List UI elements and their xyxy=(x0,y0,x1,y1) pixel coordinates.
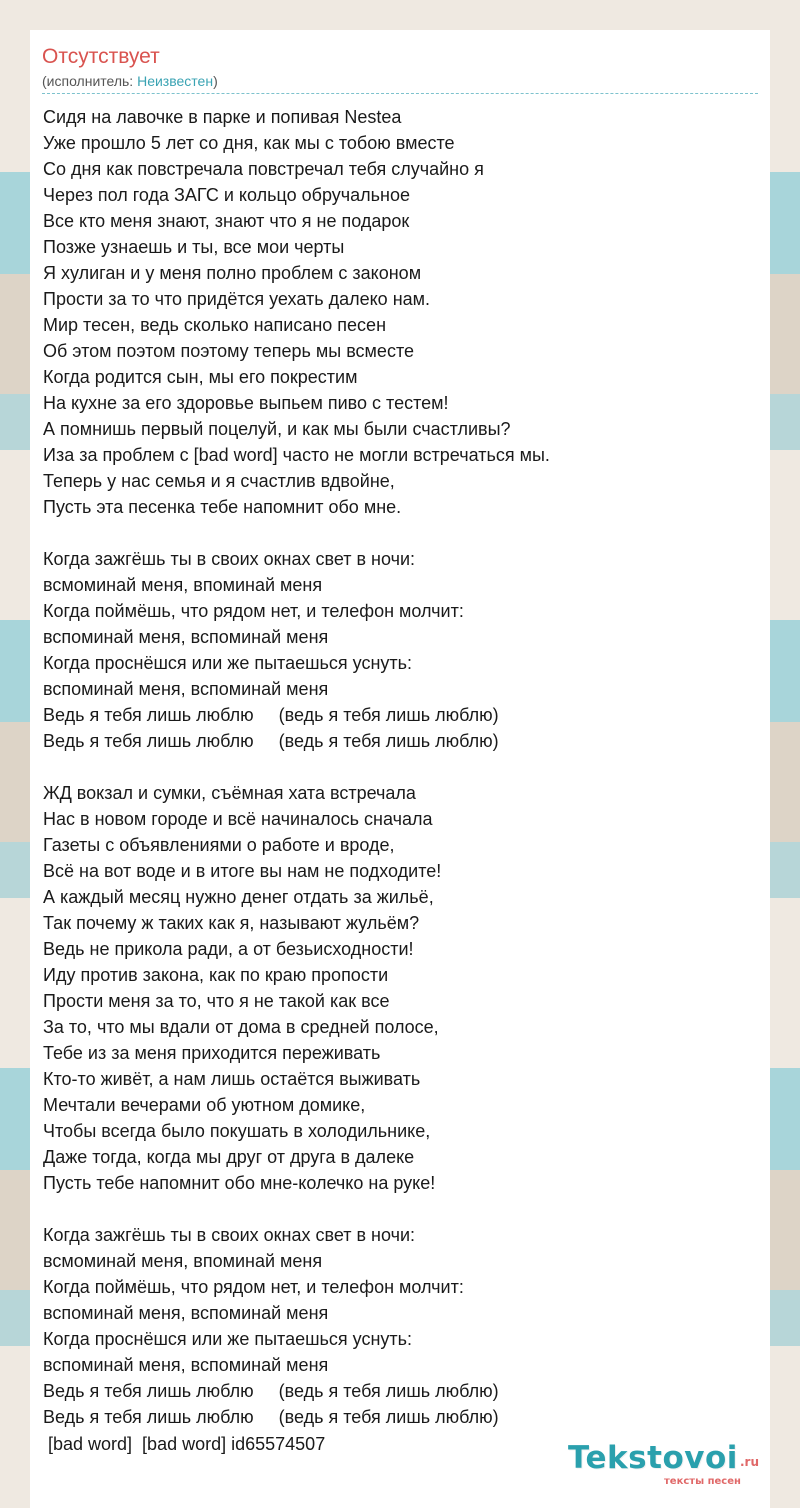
lyric-line: Со дня как повстречала повстречал тебя случайно я xyxy=(43,159,484,179)
lyric-line: Тебе из за меня приходится переживать xyxy=(43,1043,381,1063)
lyric-line: Теперь у нас семья и я счастлив вдвойне, xyxy=(43,471,395,491)
lyric-line: Я хулиган и у меня полно проблем с законом xyxy=(43,263,422,283)
lyric-line: Ведь я тебя лишь люблю (ведь я тебя лишь люблю) xyxy=(43,1381,499,1401)
performer-suffix: ) xyxy=(213,73,218,89)
lyric-line: вспоминай меня, вспоминай меня xyxy=(43,627,329,647)
artist-link[interactable]: Неизвестен xyxy=(137,73,214,89)
lyric-line: Так почему ж таких как я, называют жульём? xyxy=(43,913,420,933)
lyrics-text xyxy=(43,104,758,1430)
site-logo[interactable] xyxy=(568,1440,778,1490)
stanza-gap xyxy=(43,520,758,546)
lyric-line: Все кто меня знают, знают что я не подарок xyxy=(43,211,410,231)
lyric-line: вспоминай меня, вспоминай меня xyxy=(43,1355,329,1375)
stanza-gap xyxy=(43,754,758,780)
lyric-line: Прости меня за то, что я не такой как все xyxy=(43,991,390,1011)
lyric-line: На кухне за его здоровье выпьем пиво с тестем! xyxy=(43,393,449,413)
lyric-line: Иду против закона, как по краю пропости xyxy=(43,965,389,985)
logo-tld: .ru xyxy=(740,1455,760,1469)
lyric-line: А каждый месяц нужно денег отдать за жильё, xyxy=(43,887,434,907)
lyric-line: Ведь не прикола ради, а от безьисходности! xyxy=(43,939,414,959)
lyric-line: Сидя на лавочке в парке и попивая Nestea xyxy=(43,107,402,127)
lyric-line: ЖД вокзал и сумки, съёмная хата встречала xyxy=(43,783,416,803)
lyric-line: Мечтали вечерами об уютном домике, xyxy=(43,1095,366,1115)
logo-subtitle: тексты песен xyxy=(664,1476,741,1487)
footer-tags: [bad word] [bad word] id65574507 xyxy=(48,1434,326,1454)
lyric-line: Когда зажгёшь ты в своих окнах свет в ночи: xyxy=(43,549,416,569)
lyric-line: всмоминай меня, впоминай меня xyxy=(43,575,323,595)
lyric-line: Всё на вот воде и в итоге вы нам не подходите! xyxy=(43,861,442,881)
performer-prefix: (исполнитель: xyxy=(42,73,138,89)
lyric-line: Пусть тебе напомнит обо мне-колечко на руке! xyxy=(43,1173,436,1193)
lyric-line: Чтобы всегда было покушать в холодильнике, xyxy=(43,1121,431,1141)
lyric-line: Ведь я тебя лишь люблю (ведь я тебя лишь люблю) xyxy=(43,1407,499,1427)
lyric-line: Даже тогда, когда мы друг от друга в далеке xyxy=(43,1147,415,1167)
lyric-line: Когда проснёшся или же пытаешься уснуть: xyxy=(43,653,413,673)
lyric-line: Когда зажгёшь ты в своих окнах свет в ночи: xyxy=(43,1225,416,1245)
lyric-line: Мир тесен, ведь сколько написано песен xyxy=(43,315,387,335)
lyric-line: Прости за то что придётся уехать далеко нам. xyxy=(43,289,431,309)
lyric-line: Пусть эта песенка тебе напомнит обо мне. xyxy=(43,497,402,517)
logo-wordmark: Tekstovoi xyxy=(568,1440,738,1476)
lyric-line: вспоминай меня, вспоминай меня xyxy=(43,679,329,699)
lyric-line: Ведь я тебя лишь люблю (ведь я тебя лишь люблю) xyxy=(43,705,499,725)
lyric-line: А помнишь первый поцелуй, и как мы были счастливы? xyxy=(43,419,511,439)
lyric-line: Когда поймёшь, что рядом нет, и телефон молчит: xyxy=(43,601,464,621)
lyric-line: Когда поймёшь, что рядом нет, и телефон молчит: xyxy=(43,1277,464,1297)
stanza-gap xyxy=(43,1196,758,1222)
lyric-line: Ведь я тебя лишь люблю (ведь я тебя лишь люблю) xyxy=(43,731,499,751)
lyric-line: вспоминай меня, вспоминай меня xyxy=(43,1303,329,1323)
lyric-line: Когда проснёшся или же пытаешься уснуть: xyxy=(43,1329,413,1349)
performer-line xyxy=(42,72,218,90)
lyric-line: Газеты с объявлениями о работе и вроде, xyxy=(43,835,395,855)
lyric-line: Нас в новом городе и всё начиналось сначала xyxy=(43,809,433,829)
lyric-line: Когда родится сын, мы его покрестим xyxy=(43,367,358,387)
lyric-line: Позже узнаешь и ты, все мои черты xyxy=(43,237,345,257)
lyric-line: Иза за проблем с [bad word] часто не могли встречаться мы. xyxy=(43,445,550,465)
lyric-line: За то, что мы вдали от дома в средней полосе, xyxy=(43,1017,439,1037)
lyric-line: Уже прошло 5 лет со дня, как мы с тобою вместе xyxy=(43,133,455,153)
lyric-line: Через пол года ЗАГС и кольцо обручальное xyxy=(43,185,410,205)
lyric-line: Кто-то живёт, а нам лишь остаётся выживать xyxy=(43,1069,421,1089)
title-divider xyxy=(42,93,758,94)
lyric-line: всмоминай меня, впоминай меня xyxy=(43,1251,323,1271)
song-title: Отсутствует xyxy=(42,45,160,68)
lyric-line: Об этом поэтом поэтому теперь мы всместе xyxy=(43,341,414,361)
